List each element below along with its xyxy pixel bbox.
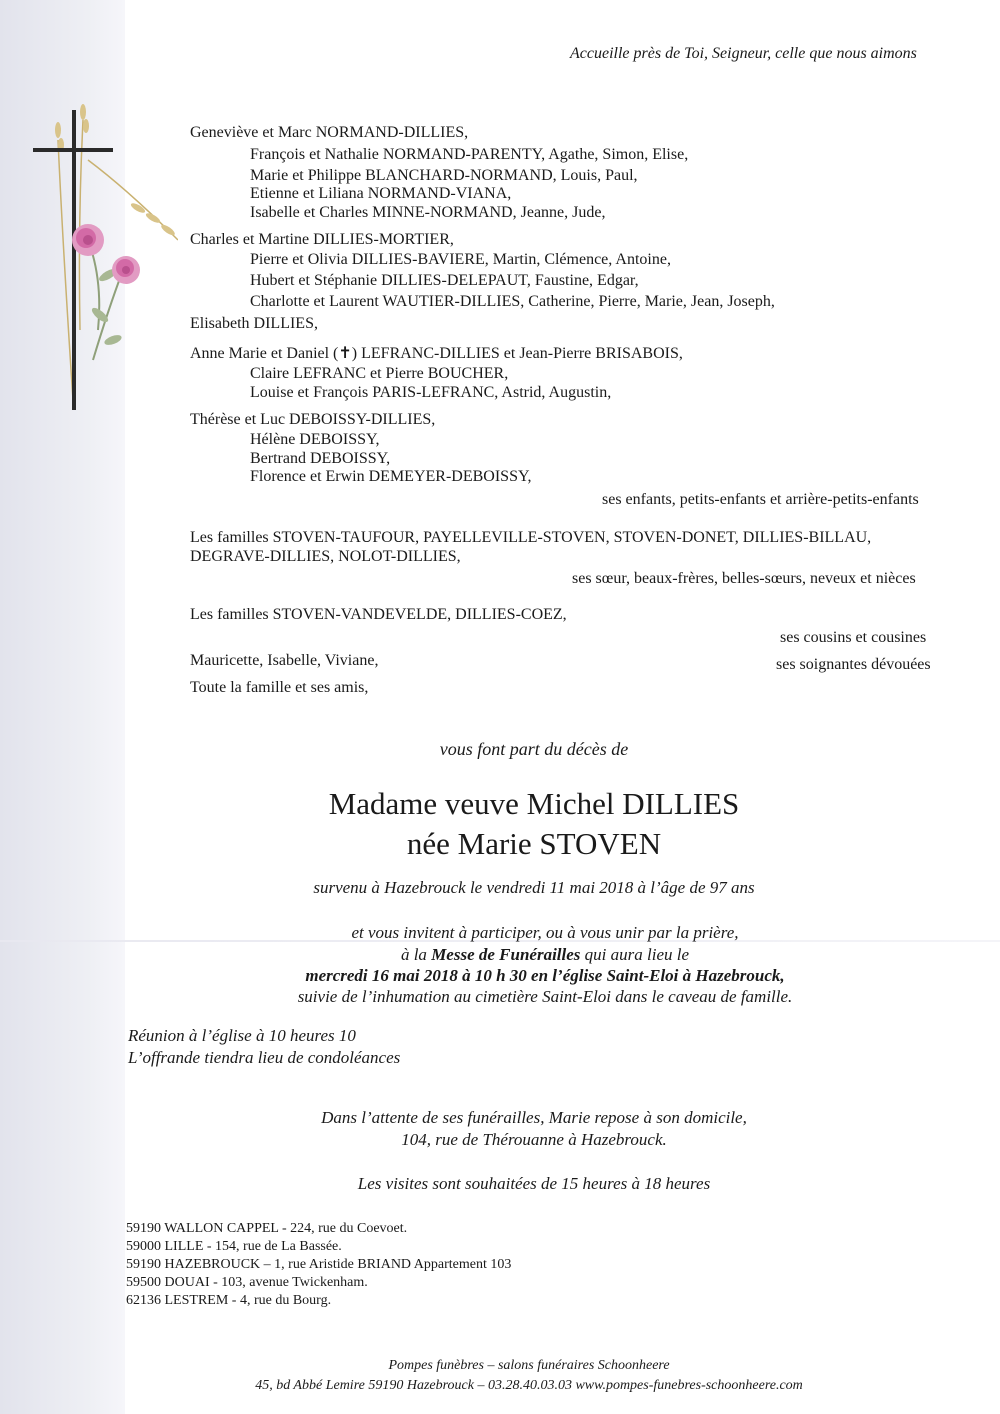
- invitation-line-1: et vous invitent à participer, ou à vous unir par la prière,: [351, 923, 739, 942]
- header-quote: Accueille près de Toi, Seigneur, celle que nous aimons: [570, 45, 917, 62]
- relation-children: ses enfants, petits-enfants et arrière-petits-enfants: [602, 491, 919, 508]
- address-line: 59000 LILLE - 154, rue de La Bassée.: [126, 1239, 342, 1254]
- address-line: 59190 HAZEBROUCK – 1, rue Aristide BRIAND Appartement 103: [126, 1257, 512, 1272]
- cross-roses-wheat-icon: [28, 100, 178, 410]
- family-member: Louise et François PARIS-LEFRANC, Astrid, Augustin,: [250, 384, 612, 401]
- family-member: Hélène DEBOISSY,: [250, 431, 380, 448]
- family-member: Claire LEFRANC et Pierre BOUCHER,: [250, 365, 509, 382]
- mass-title: Messe de Funérailles: [431, 945, 581, 964]
- funeral-home-contact: 45, bd Abbé Lemire 59190 Hazebrouck – 03.28.40.03.03 www.pompes-funebres-schoonheere.com: [255, 1378, 803, 1393]
- address-line: 59500 DOUAI - 103, avenue Twickenham.: [126, 1275, 368, 1290]
- funeral-date-place: mercredi 16 mai 2018 à 10 h 30 en l’église Saint-Eloi à Hazebrouck,: [305, 966, 785, 985]
- burial-details: suivie de l’inhumation au cimetière Saint-Eloi dans le caveau de famille.: [297, 987, 793, 1006]
- address-line: 59190 WALLON CAPPEL - 224, rue du Coevoet.: [126, 1221, 408, 1236]
- rest-info: Dans l’attente de ses funérailles, Marie repose à son domicile,: [321, 1108, 747, 1127]
- all-family: Toute la famille et ses amis,: [190, 679, 369, 696]
- deceased-name: Madame veuve Michel DILLIES: [328, 786, 740, 821]
- family-member: Pierre et Olivia DILLIES-BAVIERE, Martin, Clémence, Antoine,: [250, 251, 671, 268]
- meeting-info: Réunion à l’église à 10 heures 10: [128, 1026, 356, 1045]
- relation-siblings: ses sœur, beaux-frères, belles-sœurs, neveux et nièces: [572, 570, 916, 587]
- relation-cousins: ses cousins et cousines: [780, 629, 927, 646]
- invitation-line-2: [0, 945, 1000, 965]
- family-head-5: Thérèse et Luc DEBOISSY-DILLIES,: [190, 411, 436, 428]
- invitation-pre: à la: [400, 945, 432, 964]
- deceased-maiden-name: née Marie STOVEN: [406, 826, 662, 861]
- relation-caregivers: ses soignantes dévouées: [776, 656, 931, 673]
- family-member: Charlotte et Laurent WAUTIER-DILLIES, Catherine, Pierre, Marie, Jean, Joseph,: [250, 293, 775, 310]
- family-member: Bertrand DEBOISSY,: [250, 450, 391, 467]
- rest-address: 104, rue de Thérouanne à Hazebrouck.: [401, 1130, 667, 1149]
- family-member: François et Nathalie NORMAND-PARENTY, Agathe, Simon, Elise,: [250, 146, 689, 163]
- family-member: Florence et Erwin DEMEYER-DEBOISSY,: [250, 468, 532, 485]
- offering-info: L’offrande tiendra lieu de condoléances: [128, 1048, 401, 1067]
- address-line: 62136 LESTREM - 4, rue du Bourg.: [126, 1293, 332, 1308]
- death-details: survenu à Hazebrouck le vendredi 11 mai 2018 à l’âge de 97 ans: [313, 878, 755, 897]
- funeral-home-name: Pompes funèbres – salons funéraires Schoonheere: [388, 1358, 670, 1373]
- family-member: Marie et Philippe BLANCHARD-NORMAND, Louis, Paul,: [250, 167, 638, 184]
- announcement-intro: [0, 739, 1000, 759]
- invitation-post: qui aura lieu le: [580, 945, 690, 964]
- caregivers: Mauricette, Isabelle, Viviane,: [190, 652, 379, 669]
- family-member: Isabelle et Charles MINNE-NORMAND, Jeanne, Jude,: [250, 204, 606, 221]
- family-member: Etienne et Liliana NORMAND-VIANA,: [250, 185, 512, 202]
- family-head-3: Elisabeth DILLIES,: [190, 315, 318, 332]
- visit-hours: Les visites sont souhaitées de 15 heures à 18 heures: [357, 1174, 711, 1193]
- extended-families-1: Les familles STOVEN-TAUFOUR, PAYELLEVILLE-STOVEN, STOVEN-DONET, DILLIES-BILLAU,: [190, 529, 872, 546]
- family-head-4: Anne Marie et Daniel (✝) LEFRANC-DILLIES et Jean-Pierre BRISABOIS,: [190, 345, 683, 362]
- extended-families-2: Les familles STOVEN-VANDEVELDE, DILLIES-COEZ,: [190, 606, 567, 623]
- family-member: Hubert et Stéphanie DILLIES-DELEPAUT, Faustine, Edgar,: [250, 272, 639, 289]
- extended-families-1b: DEGRAVE-DILLIES, NOLOT-DILLIES,: [190, 548, 461, 565]
- family-head-1: Geneviève et Marc NORMAND-DILLIES,: [190, 124, 469, 141]
- family-head-2: Charles et Martine DILLIES-MORTIER,: [190, 231, 454, 248]
- announcement-intro-text: vous font part du décès de: [439, 739, 629, 759]
